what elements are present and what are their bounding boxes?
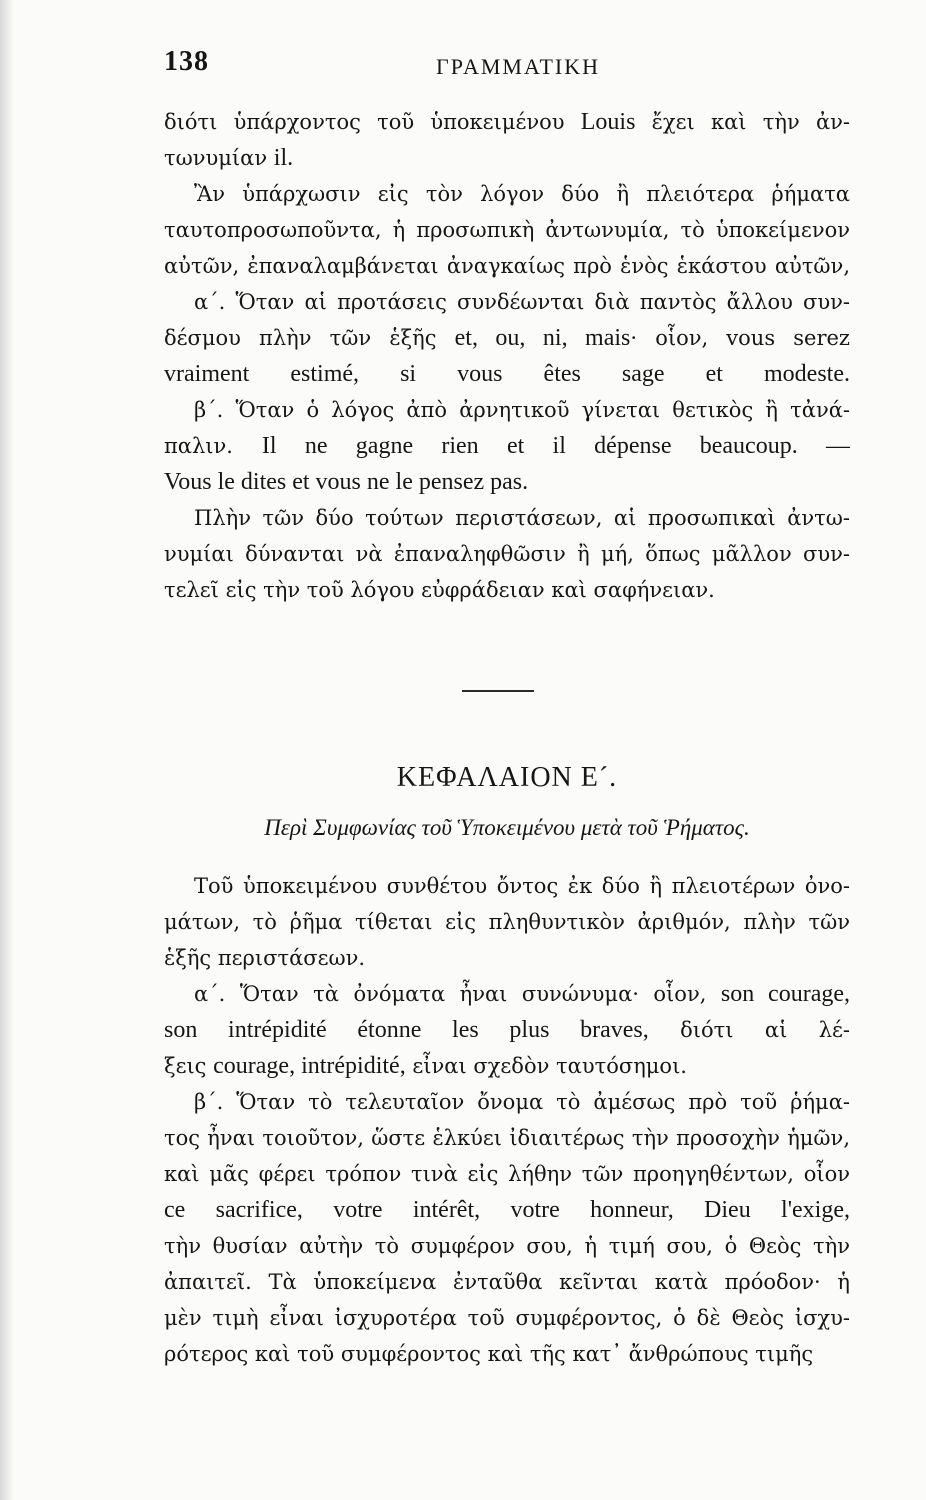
text-line — [164, 500, 850, 536]
latin-text: courage, intrépidité, — [213, 1053, 406, 1079]
greek-text: δέσμου πλὴν τῶν ἑξῆς — [164, 326, 455, 350]
greek-text: ρότερος καὶ τοῦ συμφέροντος καὶ τῆς κατ᾽ ἄνθρώπους τιμῆς — [164, 1342, 814, 1366]
running-head: ΓΡΑΜΜΑΤΙΚΗ — [436, 54, 600, 79]
text-line — [164, 1120, 850, 1156]
text-line — [164, 1012, 850, 1048]
greek-text: παλιν. — [164, 434, 262, 458]
greek-text: διότι αἱ λέ- — [648, 1018, 850, 1042]
text-line — [164, 356, 850, 392]
greek-text: διότι ὑπάρχοντος τοῦ ὑποκειμένου — [164, 110, 581, 134]
text-line — [164, 464, 850, 500]
text-line — [164, 976, 850, 1012]
text-line — [164, 1300, 850, 1336]
text-line — [164, 940, 850, 976]
section-divider-rule — [462, 690, 534, 692]
text-line — [164, 572, 850, 608]
greek-text: · οἷον, vous serez — [630, 326, 850, 350]
text-line — [164, 1336, 850, 1372]
text-line — [164, 1084, 850, 1120]
greek-text: α´. Ὅταν αἱ προτάσεις συνδέωνται διὰ παντὸς ἄλλου συν- — [194, 290, 850, 314]
text-line — [164, 248, 850, 284]
text-line — [164, 212, 850, 248]
chapter-subtitle: Περὶ Συμφωνίας τοῦ Ὑποκειμένου μετὰ τοῦ Ῥήματος. — [264, 815, 750, 840]
text-line — [164, 1192, 850, 1228]
page-header — [164, 46, 864, 86]
greek-text: ξεις — [164, 1054, 214, 1078]
greek-text: α´. Ὅταν τὰ ὀνόματα ἦναι συνώνυμα· οἷον, — [194, 982, 721, 1006]
text-block-upper — [164, 104, 850, 608]
text-line — [164, 392, 850, 428]
text-line — [164, 320, 850, 356]
greek-text: τελεῖ εἰς τὴν τοῦ λόγου εὐφράδειαν καὶ σαφήνειαν. — [164, 578, 715, 602]
text-line — [164, 1264, 850, 1300]
greek-text: εἶναι σχεδὸν ταυτόσημοι. — [405, 1054, 687, 1078]
greek-text: β´. Ὅταν τὸ τελευταῖον ὄνομα τὸ ἀμέσως πρὸ τοῦ ῥήμα- — [194, 1090, 850, 1114]
text-line — [164, 1228, 850, 1264]
text-line — [164, 428, 850, 464]
latin-text: vraiment estimé, si vous êtes sage et modeste. — [164, 361, 850, 387]
greek-text: νυμίαι δύνανται νὰ ἐπαναληφθῶσιν ἢ μή, ὅπως μᾶλλον συν- — [164, 542, 850, 566]
greek-text: αὐτῶν, ἐπαναλαμβάνεται ἀναγκαίως πρὸ ἑνὸς ἑκάστου αὐτῶν, — [164, 254, 850, 278]
text-line — [164, 868, 850, 904]
latin-text: ce sacrifice, votre intérêt, votre honneur, Dieu l'exige, — [164, 1197, 850, 1223]
text-block-lower — [164, 868, 850, 1372]
latin-text: Il ne gagne rien et il dépense beaucoup. — — [261, 433, 850, 459]
greek-text: μάτων, τὸ ῥῆμα τίθεται εἰς πληθυντικὸν ἀριθμόν, πλὴν τῶν — [164, 910, 850, 934]
latin-text: et, ou, ni, mais — [454, 325, 631, 351]
latin-text: son intrépidité étonne les plus braves, — [164, 1017, 649, 1043]
greek-text: τωνυμίαν — [164, 146, 274, 170]
greek-text: ἀπαιτεῖ. Τὰ ὑποκείμενα ἐνταῦθα κεῖνται κατὰ πρόοδον· ἡ — [164, 1270, 850, 1294]
greek-text: ἑξῆς περιστάσεων. — [164, 946, 366, 970]
page-edge-shadow — [0, 0, 14, 1500]
greek-text: μὲν τιμὴ εἶναι ἰσχυροτέρα τοῦ συμφέροντος, ὁ δὲ Θεὸς ἰσχυ- — [164, 1306, 850, 1330]
greek-text: ἔχει καὶ τὴν ἀν- — [635, 110, 850, 134]
text-line — [164, 904, 850, 940]
latin-text: son courage, — [720, 981, 850, 1007]
text-line — [164, 176, 850, 212]
text-line — [164, 1048, 850, 1084]
chapter-title: ΚΕΦΑΛΑΙΟΝ Ε´. — [396, 762, 618, 793]
greek-text: τὴν θυσίαν αὐτὴν τὸ συμφέρον σου, ἡ τιμή σου, ὁ Θεὸς τὴν — [164, 1234, 850, 1258]
text-line — [164, 104, 850, 140]
greek-text: ταυτοπροσωποῦντα, ἡ προσωπικὴ ἀντωνυμία, τὸ ὑποκείμενον — [164, 218, 850, 242]
latin-text: Louis — [580, 109, 636, 135]
greek-text: τος ἦναι τοιοῦτον, ὥστε ἑλκύει ἰδιαιτέρως τὴν προσοχὴν ἡμῶν, — [164, 1126, 850, 1150]
text-line — [164, 140, 850, 176]
greek-text: Ἂν ὑπάρχωσιν εἰς τὸν λόγον δύο ἢ πλειότερα ῥήματα — [194, 182, 850, 206]
text-line — [164, 1156, 850, 1192]
greek-text: β´. Ὅταν ὁ λόγος ἀπὸ ἀρνητικοῦ γίνεται θετικὸς ἢ τἀνά- — [194, 398, 850, 422]
text-line — [164, 536, 850, 572]
text-line — [164, 284, 850, 320]
greek-text: καὶ μᾶς φέρει τρόπον τινὰ εἰς λήθην τῶν προηγηθέντων, οἷον — [164, 1162, 850, 1186]
latin-text: il. — [273, 145, 294, 171]
latin-text: Vous le dites et vous ne le pensez pas. — [164, 469, 529, 495]
greek-text: Πλὴν τῶν δύο τούτων περιστάσεων, αἱ προσωπικαὶ ἀντω- — [194, 506, 850, 530]
page-number: 138 — [164, 46, 209, 77]
greek-text: Τοῦ ὑποκειμένου συνθέτου ὄντος ἐκ δύο ἢ πλειοτέρων ὀνο- — [194, 874, 850, 898]
